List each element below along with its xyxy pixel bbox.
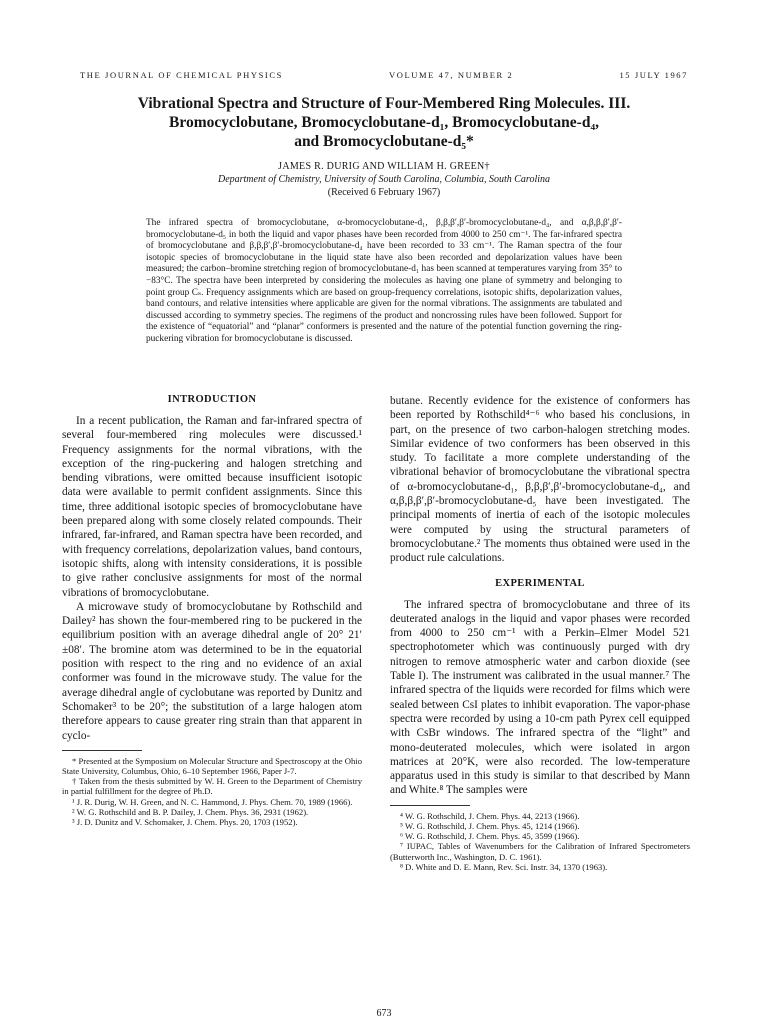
intro-paragraph-2: A microwave study of bromocyclobutane by Rothschild and Dailey² has shown the four-membered ring to be puckered in the equilibrium position with an average dihedral angle of 20° 21′±08′. The bromine atom was determined to be in the equatorial position with respect to the ring and no evidence of an axial conformer was found in the microwave study. The value for the average dihedral angle of cyclobutane was reported by Dunitz and Schomaker³ to be 20°; the substitution of a large halogen atom therefore appears to cause greater ring strain than that apparent in cyclo- [62,600,362,742]
running-header [80,70,688,80]
title-line-1: Vibrational Spectra and Structure of Four-Membered Ring Molecules. III. [137,95,631,112]
footnote: ¹ J. R. Durig, W. H. Green, and N. C. Hammond, J. Phys. Chem. 70, 1989 (1966). [72,796,353,807]
footnote: ⁶ W. G. Rothschild, J. Chem. Phys. 45, 3599 (1966). [400,831,580,842]
footnote: * Presented at the Symposium on Molecular Structure and Spectroscopy at the Ohio State University, Columbus, Ohio, 6–10 September 1966, Paper J-7. [62,755,362,777]
article-title [80,94,688,151]
footnote: ² W. G. Rothschild and B. P. Dailey, J. Chem. Phys. 36, 2931 (1962). [72,806,309,817]
intro-continuation: butane. Recently evidence for the existence of conformers has been reported by Rothschild⁴⁻⁶ who based his conclusions, in part, on the presence of two carbon-halogen stretching modes. Similar evidence of two conformers has been observed in this study. To facilitate a more complete understanding of the vibrational behavior of bromocyclobutane the vibrational spectra of α-bromocyclobutane-d₁, β,β,β′,β′-bromocyclobutane-d₄, and α,β,β,β′,β′-bromocyclobutane-d₅ have been investigated. The principal moments of inertia of each of the isotopic molecules were computed by using the structural parameters of bromocyclobutane.² The moments thus obtained were used in the product rule calculations. [390,395,690,565]
received-date: (Received 6 February 1967) [327,187,441,198]
right-column [390,394,690,872]
footnote: ⁴ W. G. Rothschild, J. Chem. Phys. 44, 2213 (1966). [400,810,580,821]
title-block [80,94,688,198]
intro-paragraph-1: In a recent publication, the Raman and far-infrared spectra of several four-membered ring molecules were discussed.¹ Frequency assignments for the normal vibrations, with the exception of the ring-puckering and halogen stretching and bending vibrations, were omitted because insufficient isotopic data were available to permit confident assignments. Since this time, three additional isotopic species of bromocyclobutane have been prepared along with some closely related compounds. Their infrared, far-infrared, and Raman spectra have been recorded, and with frequency correlations, depolarization values, band contours, isotopic shifts, along with intensity considerations, it is possible to give rather conclusive assignments for most of the normal vibrations of bromocyclobutane. [62,415,362,599]
volume-number: VOLUME 47, NUMBER 2 [389,70,514,80]
reference-list [390,811,690,872]
page-number: 673 [376,1008,392,1019]
footnote: † Taken from the thesis submitted by W. H. Green to the Department of Chemistry in partial fulfillment for the degree of Ph.D. [62,776,362,797]
experimental-paragraph-1: The infrared spectra of bromocyclobutane and three of its deuterated analogs in the liquid and vapor phases were recorded from 4000 to 250 cm⁻¹ with a Perkin–Elmer Model 521 spectrophotometer which was continuously purged with dry nitrogen to remove atmospheric water and carbon dioxide (see Table I). The instrument was calibrated in the usual manner.⁷ The infrared spectra of the liquids were recorded for films which were sealed between CsI plates to inhibit evaporation. The vapor-phase spectra were recorded by using a 10-cm path Pyrex cell equipped with CsBr windows. The infrared spectra of the “light” and mono-deuterated molecules, which were isolated in argon matrices at 20°K, were also recorded. The low-temperature apparatus used in this study is similar to that described by Mann and White.⁸ The samples were [390,598,690,797]
issue-date: 15 JULY 1967 [619,70,688,80]
introduction-heading: INTRODUCTION [167,394,257,405]
footnote: ³ J. D. Dunitz and V. Schomaker, J. Chem. Phys. 20, 1703 (1952). [72,817,298,828]
left-column [62,394,362,827]
footnote: ⁸ D. White and D. E. Mann, Rev. Sci. Instr. 34, 1370 (1963). [400,861,608,872]
journal-name: THE JOURNAL OF CHEMICAL PHYSICS [80,70,283,80]
title-line-2: Bromocyclobutane, Bromocyclobutane-d₁, Bromocyclobutane-d₄, [169,114,599,131]
experimental-heading: EXPERIMENTAL [495,577,585,589]
author-list: JAMES R. DURIG AND WILLIAM H. GREEN† [278,161,490,172]
affiliation: Department of Chemistry, University of South Carolina, Columbia, South Carolina [217,174,551,185]
footnote-divider [390,805,470,806]
footnote: ⁷ IUPAC, Tables of Wavenumbers for the Calibration of Infrared Spectrometers (Butterworth Inc., Washington, D. C. 1961). [390,841,690,862]
title-line-3: and Bromocyclobutane-d₅* [294,133,474,150]
footnote-divider [62,750,142,751]
abstract: The infrared spectra of bromocyclobutane, α-bromocyclobutane-d₁, β,β,β′,β′-bromocyclobutane-d₄, and α,β,β,β′,β′-bromocyclobutane-d₅ in both the liquid and vapor phases have been recorded from 4000 to 250 cm⁻¹. The far-infrared spectra of bromocyclobutane and β,β,β′,β′-bromocyclobutane-d₄ have been recorded to 33 cm⁻¹. The Raman spectra of the four isotopic species of bromocyclobutane in the liquid state have also been recorded and depolarization values have been measured; the carbon–bromine stretching region of bromocyclobutane-d₁ has been scanned at temperatures varying from 35° to −83°C. The spectra have been interpreted by considering the molecules as having one plane of symmetry and belonging to point group Cₛ. Frequency assignments which are based on group-frequency correlations, isotopic shifts, depolarization values, band contours, and relative intensities where applicable are given for the normal vibrations. The assignments are tabulated and discussed according to symmetry species. The regimens of the product and noncrossing rules have been followed. Support for the existence of “equatorial” and “planar” conformers is presented and the nature of the potential function governing the ring-puckering vibration for bromocyclobutane is discussed. [146,218,622,344]
footnote: ⁵ W. G. Rothschild, J. Chem. Phys. 45, 1214 (1966). [400,820,580,831]
